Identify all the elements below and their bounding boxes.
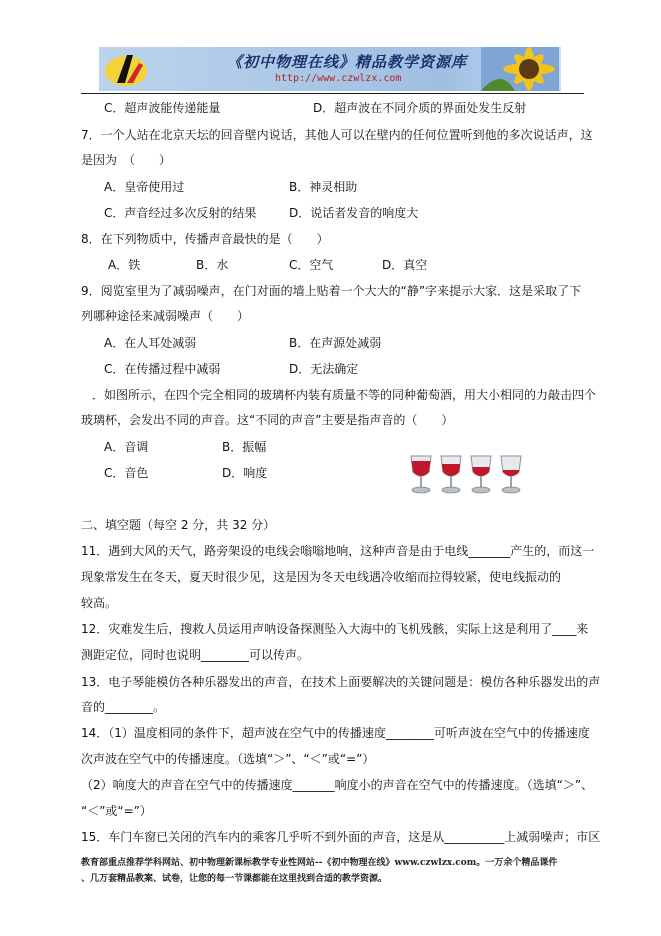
section-heading-fill-in: 二、填空题（每空 2 分，共 32 分） [81, 518, 276, 532]
q14-line-1: 14．（1）温度相同的条件下，超声波在空气中的传播速度________可听声波在空气中的传播速度 [81, 726, 590, 740]
q8-stem: 8．在下列物质中，传播声音最快的是（ ） [81, 232, 329, 246]
q10-option-c: C．音色 [104, 466, 149, 480]
wine-glass-2 [441, 456, 461, 493]
banner-url[interactable]: http://www.czwlzx.com [275, 73, 402, 84]
q10-stem: ．如图所示，在四个完全相同的玻璃杯内装有质量不等的同种葡萄酒，用大小相同的力敲击四个 [92, 388, 597, 402]
q7-stem: 7．一个人站在北京天坛的回音壁内说话，其他人可以在壁内的任何位置听到他的多次说话声，这 [81, 128, 593, 142]
q7-option-c: C．声音经过多次反射的结果 [104, 206, 257, 220]
q11-line-3: 较高。 [81, 596, 118, 610]
q15-line-1: 15．车门车窗已关闭的汽车内的乘客几乎听不到外面的声音，这是从__________上减弱噪声；市区 [81, 830, 601, 844]
q10-stem-cont: 玻璃杯，会发出不同的声音。这“不同的声音”主要是指声音的（ ） [81, 413, 454, 427]
q7-stem-cont: 是因为 （ ） [81, 153, 172, 167]
q10-option-a: A．音调 [104, 440, 149, 454]
q9-option-c: C．在传播过程中减弱 [104, 362, 221, 376]
q8-option-a: A．铁 [108, 258, 141, 272]
q8-option-d: D．真空 [382, 258, 428, 272]
header-rule [81, 93, 584, 94]
q14-line-4: “＜”或“=”） [81, 804, 152, 818]
q7-option-a: A．皇帝使用过 [104, 180, 185, 194]
site-logo-icon [103, 49, 149, 89]
header-banner [99, 47, 561, 91]
q10-option-b: B．振幅 [222, 440, 267, 454]
q14-line-3: （2）响度大的声音在空气中的传播速度_______响度小的声音在空气中的传播速度。（选填“＞”、 [81, 778, 594, 792]
q12-line-1: 12．灾难发生后，搜救人员运用声呐设备探测坠入大海中的飞机残骸，实际上这是利用了____来 [81, 622, 589, 636]
page-footer [81, 855, 591, 887]
sunflower-icon [481, 47, 559, 91]
q13-line-2: 音的________。 [81, 700, 166, 714]
q11-line-1: 11．遇到大风的天气，路旁架设的电线会嗡嗡地响，这种声音是由于电线_______产生的，而这一 [81, 544, 595, 558]
wine-glass-4 [501, 456, 521, 493]
q9-option-d: D．无法确定 [289, 362, 359, 376]
q9-option-b: B．在声源处减弱 [289, 336, 382, 350]
banner-title: 《初中物理在线》精品教学资源库 [227, 53, 468, 71]
q14-line-2: 次声波在空气中的传播速度。（选填“＞”、“＜”或“=”） [81, 752, 375, 766]
q8-option-c: C．空气 [289, 258, 334, 272]
q12-line-2: 测距定位，同时也说明________可以传声。 [81, 648, 310, 662]
q9-option-a: A．在人耳处减弱 [104, 336, 197, 350]
q8-option-b: B．水 [196, 258, 229, 272]
wine-glass-3 [471, 456, 491, 493]
q7-option-b: B．神灵相助 [289, 180, 358, 194]
q9-stem-cont: 列哪种途径来减弱噪声（ ） [81, 309, 250, 323]
q10-option-d: D．响度 [222, 466, 268, 480]
q11-line-2: 现象常发生在冬天，夏天时很少见，这是因为冬天电线遇冷收缩而拉得较紧，使电线振动的 [81, 570, 562, 584]
footer-line-2: 、几万套精品教案、试卷，让您的每一节课都能在这里找到合适的教学资源。 [81, 874, 388, 884]
footer-line-1: 教育部重点推荐学科网站、初中物理新课标教学专业性网站--《初中物理在线》www.czwlzx.com。一万余个精品课件 [81, 858, 558, 868]
q13-line-1: 13．电子琴能模仿各种乐器发出的声音，在技术上面要解决的关键问题是：模仿各种乐器发出的声 [81, 675, 601, 689]
wine-glasses-figure [405, 452, 527, 496]
q6-option-c: C．超声波能传递能量 [104, 101, 221, 115]
q9-stem: 9．阅览室里为了减弱噪声，在门对面的墙上贴着一个大大的“静”字来提示大家．这是采取了下 [81, 284, 582, 298]
q7-option-d: D．说话者发音的响度大 [289, 206, 419, 220]
wine-glass-1 [411, 456, 431, 493]
q6-option-d: D．超声波在不同介质的界面处发生反射 [313, 101, 527, 115]
